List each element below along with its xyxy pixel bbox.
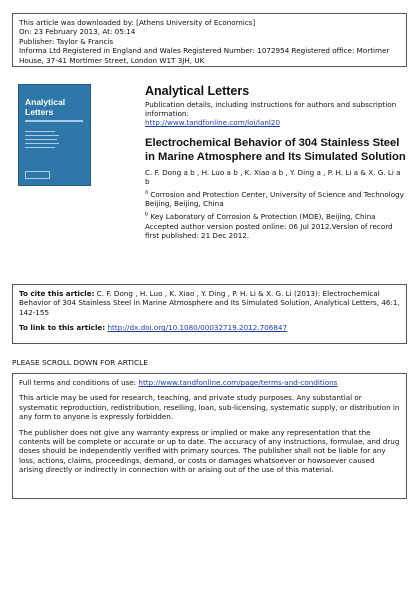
- scroll-message: PLEASE SCROLL DOWN FOR ARTICLE: [12, 358, 148, 367]
- link-label: To link to this article:: [19, 323, 106, 333]
- publisher: Publisher: Taylor & Francis: [19, 36, 114, 46]
- journal-url-link[interactable]: http://www.tandfonline.com/loi/lanl20: [145, 118, 281, 128]
- cover-decoration: [25, 120, 83, 122]
- cover-title-line: Letters: [25, 106, 54, 117]
- cover-title-line: Analytical: [25, 97, 66, 107]
- terms-label: Full terms and conditions of use:: [19, 378, 139, 387]
- terms-line: [19, 378, 400, 387]
- terms-link[interactable]: http://www.tandfonline.com/page/terms-and-conditions: [138, 378, 338, 387]
- affiliation-text: Corrosion and Protection Center, University of Science and Technology Beijing, Beijing, China: [145, 190, 404, 209]
- doi-link[interactable]: http://dx.doi.org/10.1080/00032719.2012.706847: [107, 323, 288, 333]
- affiliation-mark: b: [145, 212, 149, 219]
- journal-title: Analytical Letters: [145, 84, 250, 98]
- terms-box: [12, 373, 407, 499]
- publisher-logo: [25, 171, 50, 179]
- cover-title: [25, 98, 65, 117]
- citation: [19, 289, 400, 317]
- affiliation-a: [145, 190, 407, 208]
- download-line: This article was downloaded by: [Athens University of Economics]: [19, 18, 256, 27]
- terms-paragraph: The publisher does not give any warranty express or implied or make any representation that the contents will be complete or accurate or up to date. The accuracy of any instructions, formulae, and drug doses should be independently verified with primary sources. The publisher shall not be liable for any loss, actions, claims, proceedings, demand, or costs or damages whatsoever or howsoever caused arising directly or indirectly in connection with or arising out of the use of this material.: [19, 427, 400, 475]
- doi-line: [19, 323, 400, 332]
- cite-label: To cite this article:: [19, 289, 95, 298]
- cite-text: C. F. Dong , H. Luo , K. Xiao , Y. Ding , P. H. Li & X. G. Li (2013): Electrochemical Behavior of 304 Stainless Steel in Marine Atmosphere and Its Simulated Solution, Analytical Letters, 46:1, 142-155: [19, 289, 400, 317]
- article-title: Electrochemical Behavior of 304 Stainless Steel in Marine Atmosphere and Its Simulated Solution: [145, 136, 406, 164]
- journal-info: [145, 84, 407, 240]
- terms-paragraph: This article may be used for research, teaching, and private study purposes. Any substantial or systematic reproduction, redistribution, reselling, loan, sub-licensing, systematic supply, or distribution in any form to anyone is expressly forbidden.: [19, 393, 400, 422]
- authors: C. F. Dong a b , H. Luo a b , K. Xiao a b , Y. Ding a , P. H. Li a & X. G. Li a b: [145, 167, 401, 186]
- download-info-box: [12, 13, 407, 67]
- registration: Informa Ltd Registered in England and Wales Registered Number: 1072954 Registered office: Mortimer House, 37-41 Mortimer Street, London W1T 3JH, UK: [19, 46, 390, 65]
- accepted-date: Accepted author version posted online: 06 Jul 2012.Version of record first published: 21 Dec 2012.: [145, 221, 393, 240]
- affiliation-b: [145, 212, 407, 221]
- publication-details: Publication details, including instructions for authors and subscription information:: [145, 100, 397, 119]
- download-date: On: 23 February 2013, At: 05:14: [19, 27, 136, 37]
- affiliation-text: Key Laboratory of Corrosion & Protection (MOE), Beijing, China: [150, 212, 376, 222]
- affiliation-mark: a: [145, 189, 149, 196]
- journal-cover-image: [18, 84, 91, 186]
- citation-box: [12, 284, 407, 344]
